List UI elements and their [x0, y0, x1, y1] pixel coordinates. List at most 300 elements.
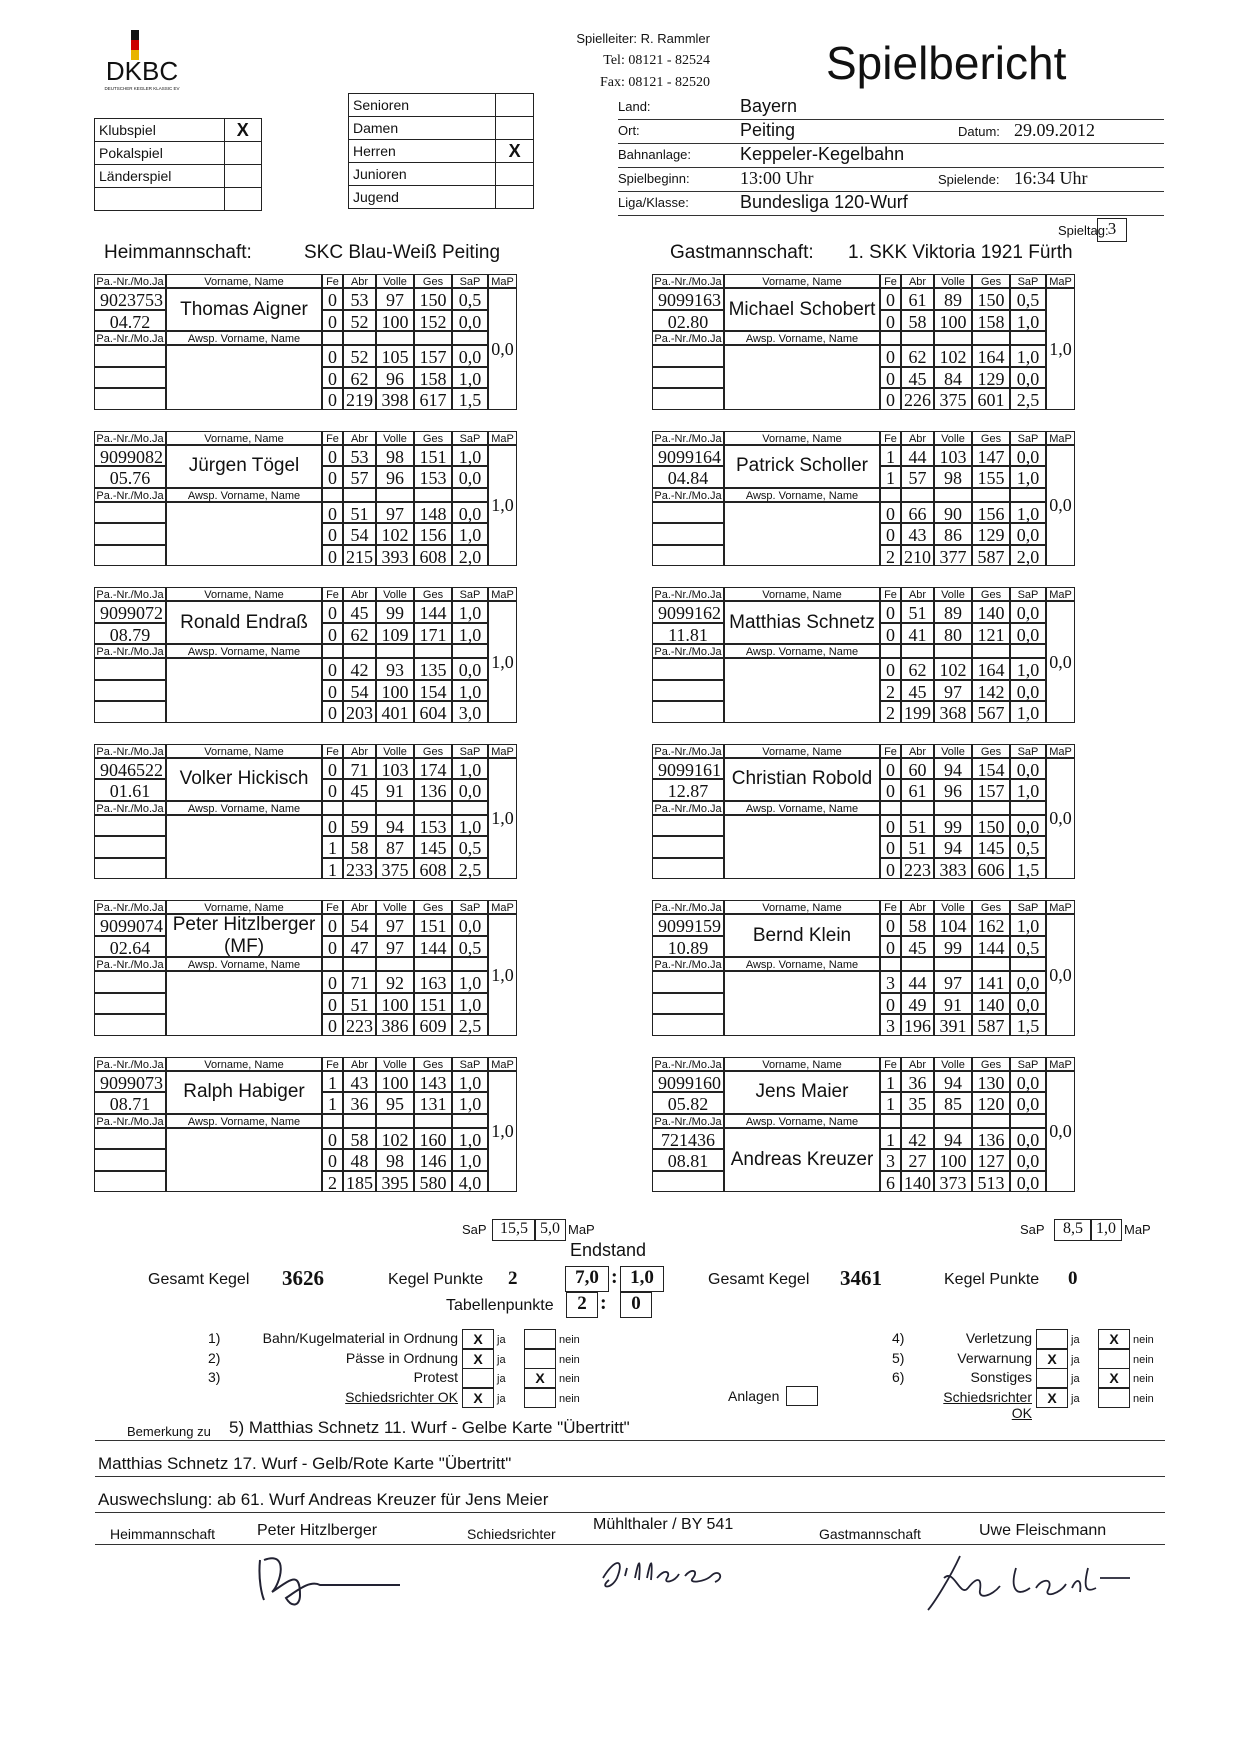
score-sap: 1,0 — [452, 758, 488, 780]
score-volle: 102 — [934, 658, 972, 680]
player-name: Michael Schobert — [728, 298, 876, 320]
gast-sign-label: Gastmannschaft — [819, 1526, 921, 1542]
map-cell — [1046, 914, 1075, 1036]
category-row-checkbox[interactable] — [496, 186, 534, 209]
blank-cell — [343, 957, 376, 971]
fe-header: Fe — [322, 900, 343, 914]
fe-header: Fe — [322, 431, 343, 445]
score-fe: 0 — [322, 310, 343, 332]
map-value: 0,0 — [1049, 964, 1072, 985]
score-fe: 0 — [322, 523, 343, 545]
player-name-cell — [166, 914, 322, 957]
blank-cell — [452, 488, 488, 502]
guest-map-total: 1,0 — [1090, 1219, 1122, 1241]
player-name: Matthias Schnetz — [729, 611, 875, 633]
ende-label: Spielende: — [938, 172, 1000, 187]
match-type-row-checkbox[interactable] — [224, 188, 261, 211]
category-row-checkbox[interactable] — [496, 117, 534, 140]
score-abr: 58 — [901, 914, 934, 936]
total-volle: 395 — [376, 1171, 414, 1193]
total-fe: 2 — [880, 701, 901, 723]
player-role: (MF) — [223, 935, 265, 957]
sub-empty — [94, 1014, 166, 1036]
bemerkung-label: Bemerkung zu — [127, 1424, 211, 1439]
datum-value: 29.09.2012 — [1014, 120, 1095, 140]
awsp-header: Awsp. Vorname, Name — [166, 957, 322, 971]
blank-cell — [934, 331, 972, 345]
ges-header: Ges — [414, 587, 452, 601]
score-ges: 158 — [972, 310, 1010, 332]
map-value: 1,0 — [491, 495, 514, 516]
pnr-header: Pa.-Nr./Mo.Ja — [94, 1057, 166, 1071]
total-sap: 1,0 — [1010, 701, 1046, 723]
blank-cell — [972, 488, 1010, 502]
blank-cell — [414, 331, 452, 345]
gast-sign-name: Uwe Fleischmann — [979, 1522, 1107, 1539]
score-fe: 3 — [880, 1149, 901, 1171]
score-sap: 1,0 — [452, 623, 488, 645]
score-sap: 0,0 — [452, 914, 488, 936]
home-label: Heimmannschaft: — [104, 242, 252, 263]
left-check-nein-box[interactable]: X — [524, 1368, 556, 1388]
total-abr: 210 — [901, 545, 934, 567]
volle-header: Volle — [934, 587, 972, 601]
home-kp-label: Kegel Punkte — [388, 1271, 484, 1288]
remark-row-2 — [95, 1450, 1165, 1477]
map-cell — [488, 288, 517, 410]
nein-label: nein — [559, 1373, 580, 1385]
sub-number — [652, 502, 724, 524]
guest-player-block — [652, 274, 1076, 431]
total-volle: 377 — [934, 545, 972, 567]
score-sap: 0,5 — [452, 936, 488, 958]
score-ges: 150 — [972, 815, 1010, 837]
score-ges: 148 — [414, 502, 452, 524]
category-row-label: Senioren — [349, 94, 496, 117]
fe-header: Fe — [322, 1057, 343, 1071]
score-sap: 1,0 — [1010, 914, 1046, 936]
ja-label: ja — [1071, 1392, 1080, 1405]
right-check-ja-box[interactable]: X — [1036, 1388, 1068, 1408]
score-fe: 0 — [880, 310, 901, 332]
score-ges: 151 — [414, 445, 452, 467]
blank-cell — [376, 331, 414, 345]
total-fe: 6 — [880, 1171, 901, 1193]
remark-row-3 — [95, 1486, 1165, 1513]
score-volle: 94 — [934, 758, 972, 780]
score-fe: 0 — [880, 936, 901, 958]
total-sap: 0,0 — [1010, 1171, 1046, 1193]
total-sap: 4,0 — [452, 1171, 488, 1193]
ges-header: Ges — [972, 1057, 1010, 1071]
total-abr: 140 — [901, 1171, 934, 1193]
fe-header: Fe — [880, 274, 901, 288]
sub-empty — [652, 388, 724, 410]
match-type-row-label: Länderspiel — [95, 165, 225, 188]
score-sap: 1,0 — [1010, 658, 1046, 680]
score-abr: 54 — [343, 680, 376, 702]
sub-empty — [94, 858, 166, 880]
abr-header: Abr — [901, 274, 934, 288]
map-value: 0,0 — [1049, 651, 1072, 672]
abr-header: Abr — [343, 587, 376, 601]
sub-number — [94, 658, 166, 680]
blank-cell — [452, 1114, 488, 1128]
gast-signature — [920, 1548, 1170, 1618]
right-check-number: 5) — [892, 1349, 905, 1366]
score-volle: 97 — [934, 680, 972, 702]
blank-cell — [880, 957, 901, 971]
category-row-label: Jugend — [349, 186, 496, 209]
score-ges: 145 — [414, 836, 452, 858]
remark-1: 5) Matthias Schnetz 11. Wurf - Gelbe Karte "Übertritt" — [229, 1418, 630, 1437]
right-check-ja-box[interactable] — [1036, 1329, 1068, 1349]
score-abr: 51 — [901, 836, 934, 858]
player-number: 9099072 — [94, 601, 166, 623]
sub-birth — [94, 1149, 166, 1171]
sub-birth — [94, 523, 166, 545]
left-check-nein-box[interactable] — [524, 1329, 556, 1349]
map-value: 1,0 — [491, 651, 514, 672]
home-sap-label: SaP — [462, 1222, 487, 1237]
score-abr: 61 — [901, 779, 934, 801]
score-abr: 71 — [343, 971, 376, 993]
right-check-ja-box[interactable] — [1036, 1368, 1068, 1388]
ja-label: ja — [1071, 1353, 1080, 1366]
score-volle: 87 — [376, 836, 414, 858]
volle-header: Volle — [376, 431, 414, 445]
blank-cell — [972, 801, 1010, 815]
score-sap: 1,0 — [452, 680, 488, 702]
score-ges: 131 — [414, 1092, 452, 1114]
score-fe: 0 — [880, 758, 901, 780]
sub-birth — [94, 680, 166, 702]
score-fe: 0 — [322, 1149, 343, 1171]
awsp-header: Awsp. Vorname, Name — [166, 488, 322, 502]
blank-cell — [1010, 1114, 1046, 1128]
guest-player-block — [652, 900, 1076, 1057]
blank-cell — [414, 644, 452, 658]
home-player-block — [94, 587, 518, 744]
player-name: Volker Hickisch — [179, 768, 309, 789]
map-value: 0,0 — [491, 338, 514, 359]
sub-birth — [652, 836, 724, 858]
pnr-header: Pa.-Nr./Mo.Ja — [94, 801, 166, 815]
info-land-row — [618, 95, 1164, 120]
total-ges: 617 — [414, 388, 452, 410]
volle-header: Volle — [934, 274, 972, 288]
pnr-header: Pa.-Nr./Mo.Ja — [652, 1114, 724, 1128]
score-abr: 36 — [343, 1092, 376, 1114]
blank-cell — [880, 801, 901, 815]
sub-empty — [94, 1171, 166, 1193]
category-row-label: Herren — [349, 140, 496, 163]
map-header: MaP — [1046, 900, 1075, 914]
score-volle: 98 — [376, 1149, 414, 1171]
left-check-nein-box[interactable] — [524, 1349, 556, 1369]
match-type-row-checkbox[interactable] — [224, 142, 261, 165]
blank-cell — [376, 644, 414, 658]
player-name-cell — [166, 1071, 322, 1114]
ja-label: ja — [497, 1373, 506, 1385]
endstand-label: Endstand — [570, 1240, 647, 1260]
pnr-header: Pa.-Nr./Mo.Ja — [94, 488, 166, 502]
score-volle: 100 — [376, 310, 414, 332]
spieltag-value: 3 — [1097, 218, 1127, 242]
score-volle: 104 — [934, 914, 972, 936]
score-ges: 174 — [414, 758, 452, 780]
left-check-ja-box[interactable]: X — [462, 1329, 494, 1349]
dkbc-logo — [95, 28, 190, 96]
blank-cell — [934, 1114, 972, 1128]
score-abr: 62 — [901, 658, 934, 680]
left-check-nein-box[interactable] — [524, 1388, 556, 1408]
score-volle: 90 — [934, 502, 972, 524]
volle-header: Volle — [934, 900, 972, 914]
player-number: 9023753 — [94, 288, 166, 310]
sub-birth — [652, 367, 724, 389]
right-check-nein-box[interactable]: X — [1098, 1368, 1130, 1388]
score-abr: 62 — [343, 623, 376, 645]
score-ges: 147 — [972, 445, 1010, 467]
score-abr: 51 — [901, 815, 934, 837]
sub-empty — [652, 701, 724, 723]
total-ges: 609 — [414, 1014, 452, 1036]
score-sap: 1,0 — [1010, 310, 1046, 332]
category-row — [349, 94, 534, 117]
home-player-block — [94, 431, 518, 588]
player-birth: 08.71 — [94, 1092, 166, 1114]
map-cell — [488, 445, 517, 567]
right-check-nein-box[interactable]: X — [1098, 1329, 1130, 1349]
score-fe: 1 — [880, 466, 901, 488]
score-abr: 41 — [901, 623, 934, 645]
score-ges: 135 — [414, 658, 452, 680]
total-abr: 226 — [901, 388, 934, 410]
player-number: 9099082 — [94, 445, 166, 467]
right-check-ja-box[interactable]: X — [1036, 1349, 1068, 1369]
blank-cell — [322, 331, 343, 345]
volle-header: Volle — [376, 744, 414, 758]
awsp-header: Awsp. Vorname, Name — [724, 331, 880, 345]
total-sap: 1,5 — [452, 388, 488, 410]
score-volle: 94 — [934, 836, 972, 858]
score-volle: 97 — [376, 914, 414, 936]
blank-cell — [972, 957, 1010, 971]
total-abr: 196 — [901, 1014, 934, 1036]
sub-empty — [652, 1171, 724, 1193]
left-check-ja-box[interactable]: X — [462, 1349, 494, 1369]
name-header: Vorname, Name — [724, 900, 880, 914]
sub-empty — [652, 1014, 724, 1036]
score-fe: 0 — [322, 623, 343, 645]
map-header: MaP — [488, 900, 517, 914]
pnr-header: Pa.-Nr./Mo.Ja — [652, 644, 724, 658]
score-volle: 100 — [376, 1071, 414, 1093]
right-check-nein-box[interactable] — [1098, 1349, 1130, 1369]
awsp-header: Awsp. Vorname, Name — [166, 331, 322, 345]
score-sap: 1,0 — [452, 993, 488, 1015]
sub-birth — [94, 993, 166, 1015]
score-fe: 2 — [880, 680, 901, 702]
left-check-ja-box[interactable] — [462, 1368, 494, 1388]
score-sap: 0,0 — [452, 658, 488, 680]
fe-header: Fe — [322, 744, 343, 758]
score-volle: 98 — [934, 466, 972, 488]
score-sap: 0,5 — [1010, 836, 1046, 858]
score-volle: 97 — [934, 971, 972, 993]
score-ges: 154 — [414, 680, 452, 702]
name-header: Vorname, Name — [166, 274, 322, 288]
category-row-label: Junioren — [349, 163, 496, 186]
sub-number — [652, 971, 724, 993]
home-team-name: SKC Blau-Weiß Peiting — [304, 242, 501, 263]
total-fe: 3 — [880, 1014, 901, 1036]
awsp-header: Awsp. Vorname, Name — [724, 1114, 880, 1128]
score-ges: 121 — [972, 623, 1010, 645]
pnr-header: Pa.-Nr./Mo.Ja — [94, 274, 166, 288]
score-ges: 143 — [414, 1071, 452, 1093]
sub-number — [94, 1128, 166, 1150]
sap-header: SaP — [452, 1057, 488, 1071]
score-volle: 80 — [934, 623, 972, 645]
player-name: Peter Hitzlberger — [172, 913, 316, 935]
pnr-header: Pa.-Nr./Mo.Ja — [94, 431, 166, 445]
blank-cell — [1010, 957, 1046, 971]
score-abr: 42 — [343, 658, 376, 680]
ges-header: Ges — [972, 274, 1010, 288]
player-name: Jens Maier — [755, 1081, 849, 1102]
score-sap: 0,0 — [1010, 367, 1046, 389]
total-volle: 368 — [934, 701, 972, 723]
right-check-label: Verletzung — [965, 1330, 1032, 1346]
fe-header: Fe — [880, 431, 901, 445]
total-abr: 219 — [343, 388, 376, 410]
player-name-cell — [166, 758, 322, 801]
right-check-nein-box[interactable] — [1098, 1388, 1130, 1408]
total-fe: 2 — [880, 545, 901, 567]
total-ges: 567 — [972, 701, 1010, 723]
match-type-table — [94, 118, 262, 211]
right-check-number: 6) — [892, 1369, 905, 1385]
left-check-ja-box[interactable]: X — [462, 1388, 494, 1408]
guest-player-block — [652, 1057, 1076, 1214]
score-fe: 0 — [322, 466, 343, 488]
blank-cell — [414, 488, 452, 502]
home-gesamt-kegel: 3626 — [282, 1266, 324, 1290]
total-sap: 2,5 — [452, 858, 488, 880]
score-volle: 100 — [376, 993, 414, 1015]
match-type-row-checkbox[interactable]: X — [224, 119, 261, 142]
total-abr: 233 — [343, 858, 376, 880]
score-volle: 96 — [934, 779, 972, 801]
score-sap: 1,0 — [452, 1149, 488, 1171]
name-header: Vorname, Name — [724, 1057, 880, 1071]
blank-cell — [934, 488, 972, 502]
info-ort-row — [618, 119, 1164, 144]
abr-header: Abr — [901, 1057, 934, 1071]
category-row — [349, 163, 534, 186]
sub-birth — [94, 367, 166, 389]
score-volle: 102 — [376, 523, 414, 545]
score-sap: 0,0 — [1010, 1128, 1046, 1150]
total-abr: 223 — [343, 1014, 376, 1036]
total-sap: 1,5 — [1010, 858, 1046, 880]
player-name: Patrick Scholler — [736, 455, 868, 476]
score-fe: 0 — [322, 1128, 343, 1150]
score-volle: 109 — [376, 623, 414, 645]
blank-cell — [934, 644, 972, 658]
category-row-checkbox[interactable] — [496, 163, 534, 186]
score-abr: 62 — [901, 345, 934, 367]
score-abr: 52 — [343, 310, 376, 332]
home-player-block — [94, 900, 518, 1057]
pnr-header: Pa.-Nr./Mo.Ja — [94, 900, 166, 914]
fe-header: Fe — [880, 1057, 901, 1071]
score-volle: 86 — [934, 523, 972, 545]
sub-name-cell — [166, 345, 322, 410]
blank-cell — [452, 801, 488, 815]
match-type-row-label — [95, 188, 225, 211]
blank-cell — [901, 957, 934, 971]
land-value: Bayern — [740, 96, 798, 116]
home-gesamt-label: Gesamt Kegel — [148, 1271, 250, 1288]
match-type-row-checkbox[interactable] — [224, 165, 261, 188]
player-number: 9046522 — [94, 758, 166, 780]
player-number: 9099160 — [652, 1071, 724, 1093]
category-row-checkbox[interactable] — [496, 94, 534, 117]
sub-birth — [652, 993, 724, 1015]
score-abr: 45 — [343, 779, 376, 801]
score-volle: 96 — [376, 367, 414, 389]
score-abr: 51 — [343, 502, 376, 524]
score-ges: 157 — [972, 779, 1010, 801]
score-abr: 42 — [901, 1128, 934, 1150]
map-cell — [1046, 601, 1075, 723]
awsp-header: Awsp. Vorname, Name — [166, 644, 322, 658]
abr-header: Abr — [901, 744, 934, 758]
player-birth: 01.61 — [94, 779, 166, 801]
score-fe: 0 — [322, 445, 343, 467]
blank-cell — [901, 331, 934, 345]
player-birth: 05.82 — [652, 1092, 724, 1114]
map-header: MaP — [1046, 274, 1075, 288]
pnr-header: Pa.-Nr./Mo.Ja — [94, 957, 166, 971]
total-ges: 580 — [414, 1171, 452, 1193]
map-header: MaP — [1046, 587, 1075, 601]
score-ges: 151 — [414, 914, 452, 936]
volle-header: Volle — [376, 274, 414, 288]
score-ges: 163 — [414, 971, 452, 993]
score-ges: 157 — [414, 345, 452, 367]
heim-signature — [250, 1540, 410, 1610]
bahn-label: Bahnanlage: — [618, 147, 692, 162]
score-abr: 61 — [901, 288, 934, 310]
score-sap: 0,0 — [452, 310, 488, 332]
blank-cell — [972, 644, 1010, 658]
pnr-header: Pa.-Nr./Mo.Ja — [94, 331, 166, 345]
map-header: MaP — [1046, 744, 1075, 758]
sub-number — [94, 345, 166, 367]
total-abr: 215 — [343, 545, 376, 567]
blank-cell — [1010, 801, 1046, 815]
sap-header: SaP — [1010, 744, 1046, 758]
guest-player-block — [652, 744, 1076, 901]
score-abr: 66 — [901, 502, 934, 524]
category-row-checkbox[interactable]: X — [496, 140, 534, 163]
score-ges: 144 — [972, 936, 1010, 958]
score-fe: 1 — [322, 836, 343, 858]
